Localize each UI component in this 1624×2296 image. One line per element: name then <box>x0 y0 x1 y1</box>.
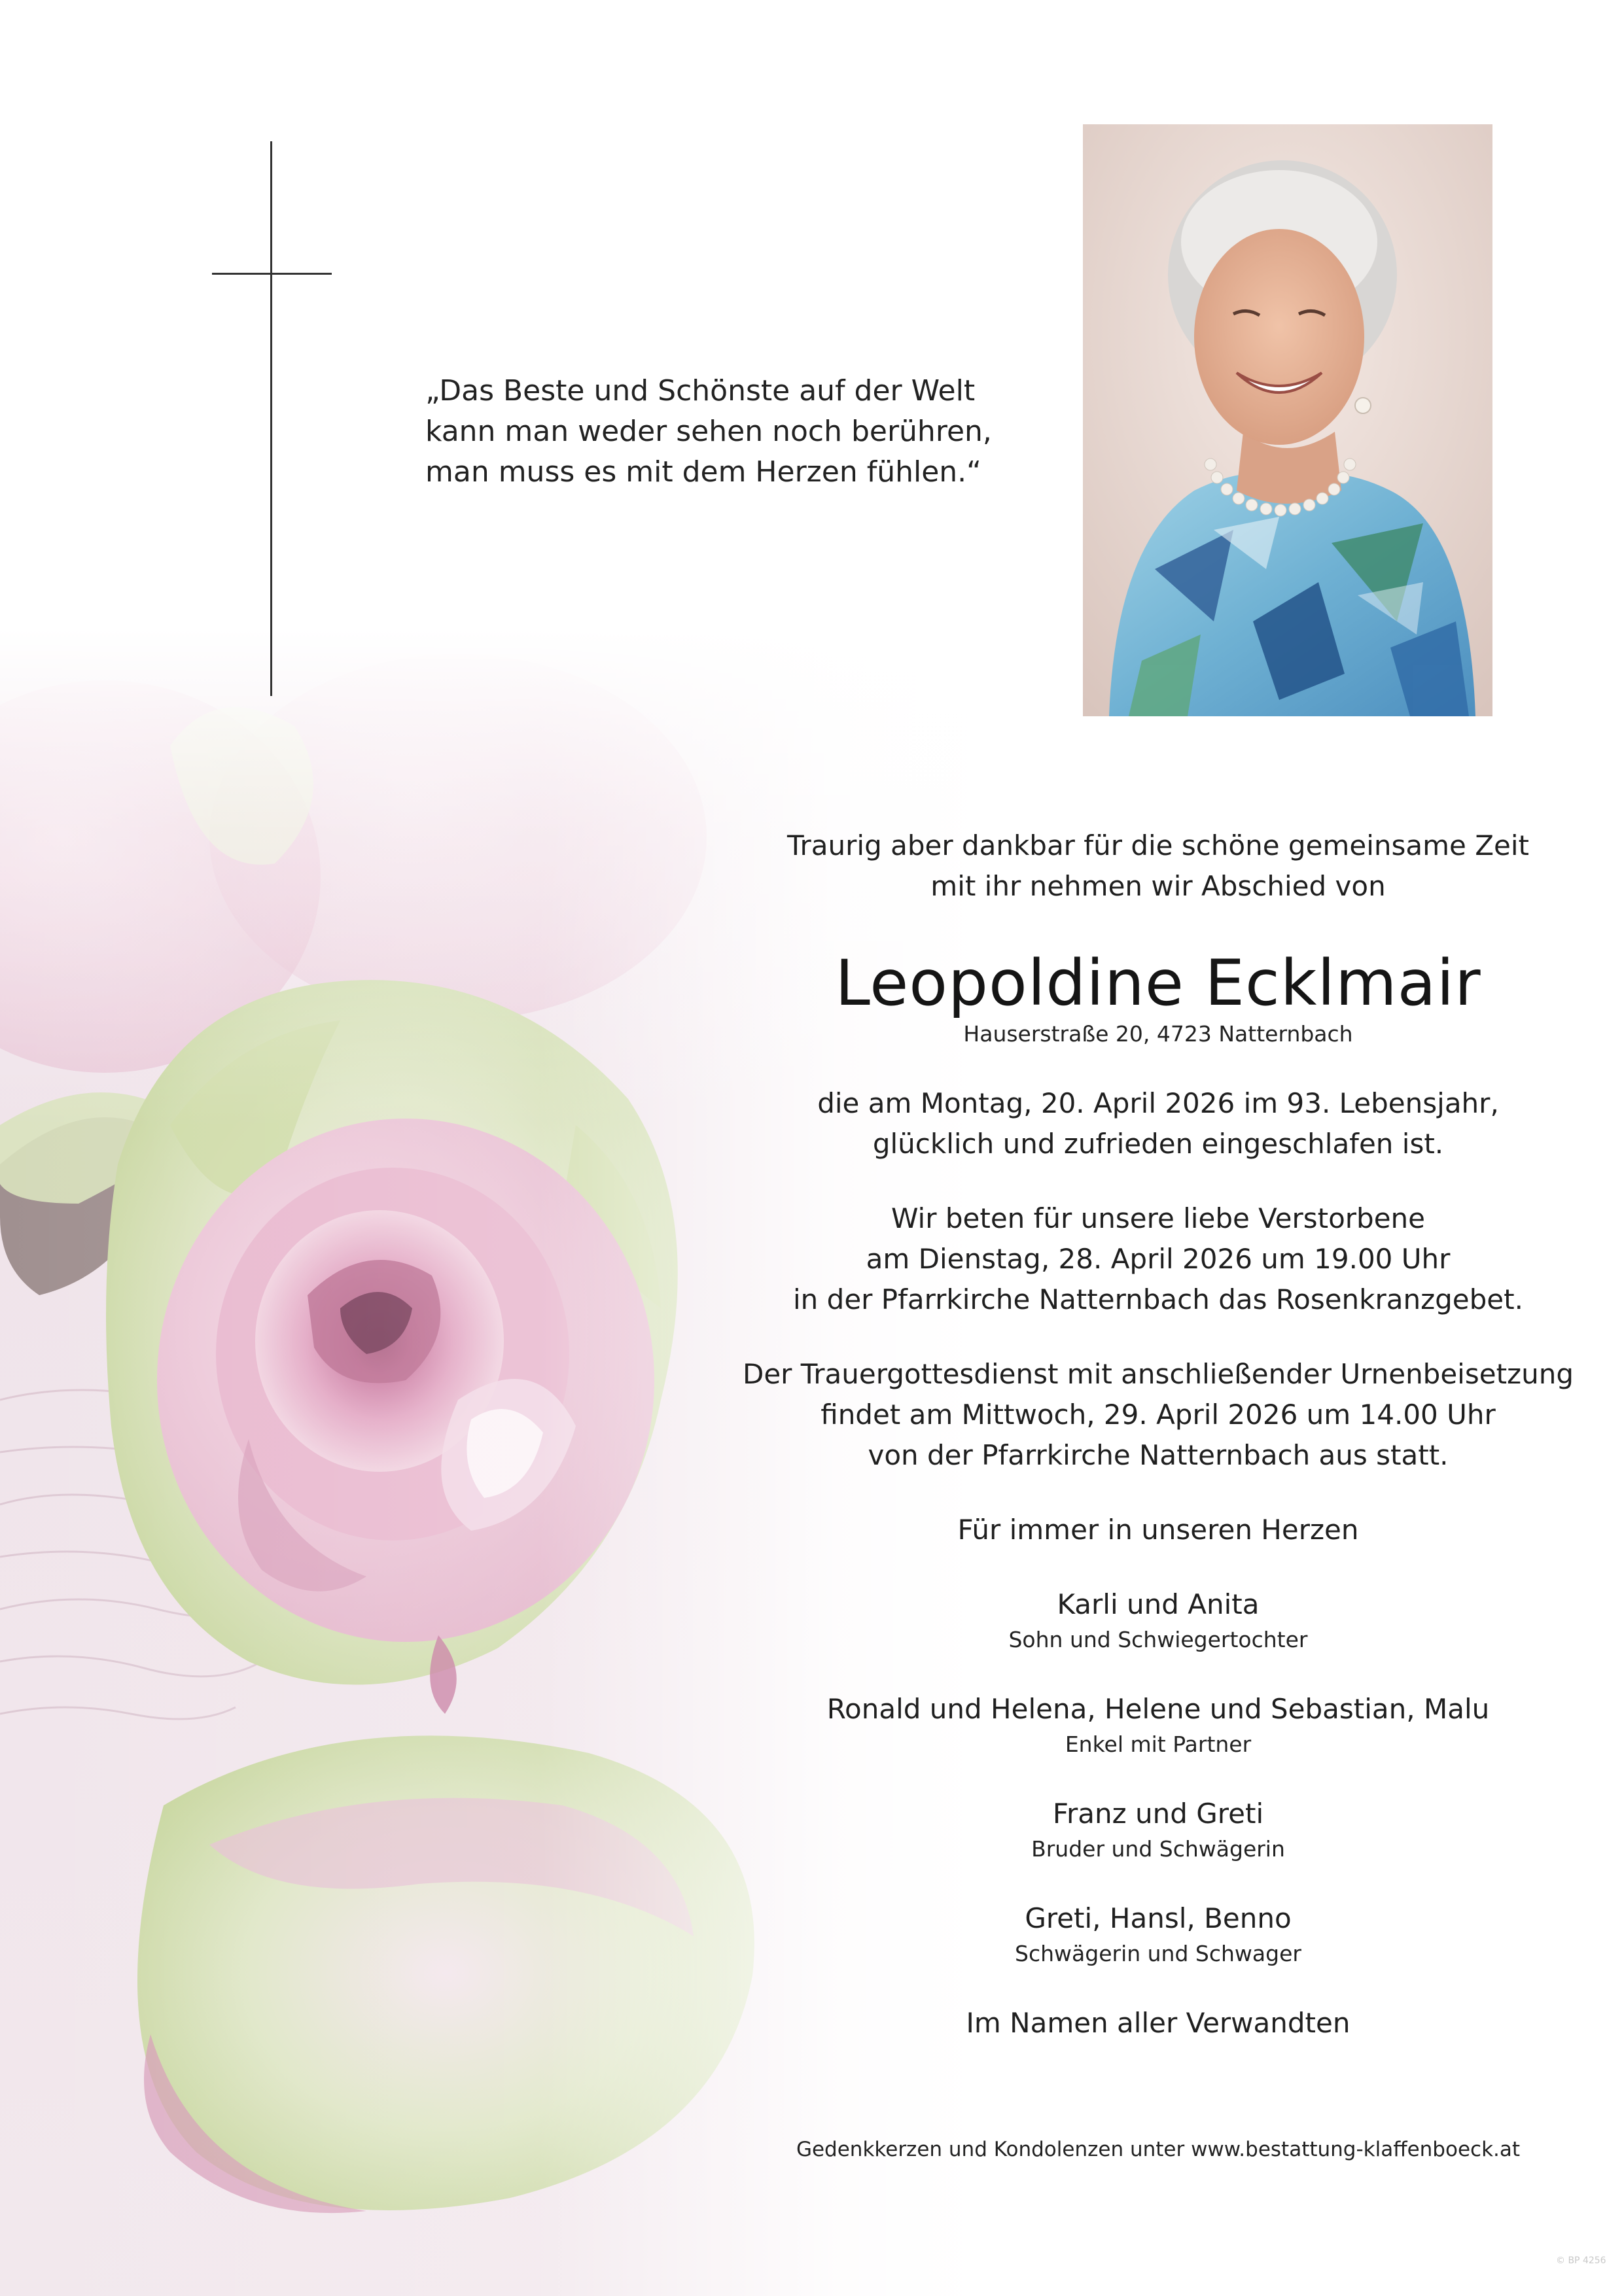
dedication: Für immer in unseren Herzen <box>957 1514 1359 1546</box>
mourner-entry <box>720 1584 1597 1655</box>
mourner-relation: Schwägerin und Schwager <box>1015 1941 1301 1966</box>
mourner-relation: Enkel mit Partner <box>1065 1731 1252 1757</box>
mourner-entry <box>720 1794 1597 1864</box>
deceased-address: Hauserstraße 20, 4723 Natternbach <box>963 1021 1353 1047</box>
closing-line: Im Namen aller Verwandten <box>966 2007 1350 2039</box>
obituary-text <box>720 826 1597 2044</box>
mourner-names: Ronald und Helena, Helene und Sebastian, Malu <box>826 1693 1490 1725</box>
mourner-relation: Sohn und Schwiegertochter <box>1008 1627 1308 1652</box>
death-notice-line: die am Montag, 20. April 2026 im 93. Lebensjahr, <box>817 1087 1499 1119</box>
mourner-names: Karli und Anita <box>1057 1588 1260 1620</box>
mourner-names: Greti, Hansl, Benno <box>1025 1902 1292 1934</box>
mourner-entry <box>720 1898 1597 1969</box>
intro-line: Traurig aber dankbar für die schöne gemeinsame Zeit <box>787 829 1529 861</box>
cross-symbol-vertical <box>270 141 272 696</box>
cross-symbol-horizontal <box>212 273 332 275</box>
mourner-names: Franz und Greti <box>1052 1798 1264 1830</box>
copyright-mark: © BP 4256 <box>1556 2255 1606 2266</box>
deceased-name: Leopoldine Ecklmair <box>835 947 1481 1020</box>
death-notice-line: glücklich und zufrieden eingeschlafen ist. <box>872 1128 1444 1160</box>
rosary-line: in der Pfarrkirche Natternbach das Rosenkranzgebet. <box>793 1283 1523 1315</box>
rosary-line: Wir beten für unsere liebe Verstorbene <box>891 1202 1426 1234</box>
funeral-line: von der Pfarrkirche Natternbach aus statt. <box>868 1439 1449 1471</box>
rosary-line: am Dienstag, 28. April 2026 um 19.00 Uhr <box>866 1243 1451 1275</box>
quote-line: „Das Beste und Schönste auf der Welt <box>425 374 976 408</box>
condolence-footer: Gedenkkerzen und Kondolenzen unter www.bestattung-klaffenboeck.at <box>796 2138 1521 2161</box>
funeral-line: Der Trauergottesdienst mit anschließender Urnenbeisetzung <box>743 1358 1574 1390</box>
portrait-photo <box>1083 124 1492 716</box>
memorial-quote <box>425 371 1014 493</box>
quote-line: man muss es mit dem Herzen fühlen.“ <box>425 455 981 489</box>
intro-line: mit ihr nehmen wir Abschied von <box>930 870 1386 902</box>
quote-line: kann man weder sehen noch berühren, <box>425 415 992 448</box>
funeral-line: findet am Mittwoch, 29. April 2026 um 14.00 Uhr <box>821 1399 1496 1431</box>
mourner-relation: Bruder und Schwägerin <box>1031 1836 1285 1862</box>
mourner-entry <box>720 1689 1597 1760</box>
